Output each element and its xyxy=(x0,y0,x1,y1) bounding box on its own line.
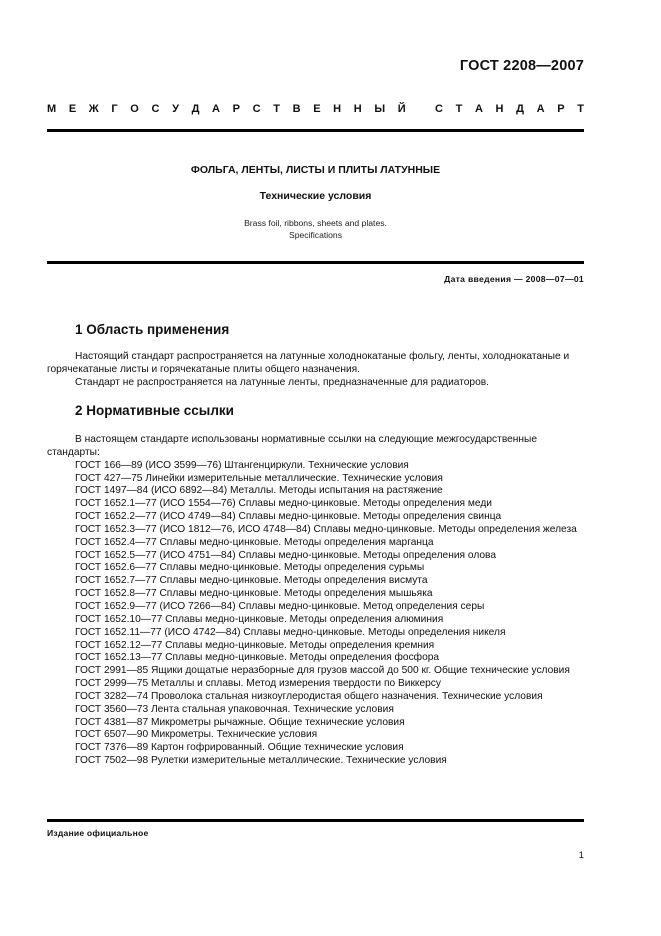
paragraph: Стандарт не распространяется на латунные ленты, предназначенные для радиаторов. xyxy=(75,376,489,388)
heading-letter: Т xyxy=(577,103,584,115)
heading-letter: Н xyxy=(353,103,362,115)
heading-letter: У xyxy=(172,103,179,115)
reference-item: ГОСТ 1652.2—77 (ИСО 4749—84) Сплавы медно-цинковые. Методы определения свинца xyxy=(75,511,502,523)
reference-item: ГОСТ 166—89 (ИСО 3599—76) Штангенциркули. Технические условия xyxy=(75,459,409,471)
heading-letter: С xyxy=(151,103,160,115)
heading-letter: Ы xyxy=(374,103,386,115)
reference-item: ГОСТ 1652.5—77 (ИСО 4751—84) Сплавы медно-цинковые. Методы определения олова xyxy=(75,549,497,561)
reference-item: ГОСТ 1652.12—77 Сплавы медно-цинковые. Методы определения кремния xyxy=(75,639,435,651)
reference-item: ГОСТ 4381—87 Микрометры рычажные. Общие технические условия xyxy=(75,716,405,728)
reference-item: ГОСТ 1652.1—77 (ИСО 1554—76) Сплавы медно-цинковые. Методы определения меди xyxy=(75,498,492,510)
reference-item: ГОСТ 1497—84 (ИСО 6892—84) Металлы. Методы испытания на растяжение xyxy=(75,485,443,497)
document-subtitle: Технические условия xyxy=(259,190,372,202)
reference-item: ГОСТ 1652.3—77 (ИСО 1812—76, ИСО 4748—84) Сплавы медно-цинковые. Методы определения железа xyxy=(75,523,577,535)
footer-divider xyxy=(47,819,584,822)
reference-item: ГОСТ 7502—98 Рулетки измерительные металлические. Технические условия xyxy=(75,755,447,767)
heading-letter: Е xyxy=(68,103,77,115)
document-title: ФОЛЬГА, ЛЕНТЫ, ЛИСТЫ И ПЛИТЫ ЛАТУННЫЕ xyxy=(190,164,441,176)
edition-label: Издание официальное xyxy=(47,828,149,838)
paragraph: Настоящий стандарт распространяется на латунные холоднокатаные фольгу, ленты, холоднокатаные и горячекатаные листы и горячекатаные плиты общего назначения. xyxy=(47,351,570,375)
top-divider xyxy=(47,129,584,132)
english-title-line-2: Specifications xyxy=(288,229,343,240)
introduction-date: Дата введения — 2008—07—01 xyxy=(444,274,584,284)
heading-letter: О xyxy=(130,103,139,115)
page-number: 1 xyxy=(578,850,584,861)
heading-letter: С xyxy=(434,103,443,115)
english-title-line-1: Brass foil, ribbons, sheets and plates. xyxy=(244,218,387,228)
reference-item: ГОСТ 1652.11—77 (ИСО 4742—84) Сплавы медно-цинковые. Методы определения никеля xyxy=(75,626,506,638)
references-intro: В настоящем стандарте использованы нормативные ссылки на следующие межгосударственные стандарты: xyxy=(47,434,538,458)
heading-letter: Г xyxy=(111,103,118,115)
reference-item: ГОСТ 7376—89 Картон гофрированный. Общие технические условия xyxy=(75,742,404,754)
standard-type-heading xyxy=(47,103,584,115)
section-references-body xyxy=(47,434,584,768)
heading-letter: Д xyxy=(516,103,524,115)
reference-item: ГОСТ 427—75 Линейки измерительные металлические. Технические условия xyxy=(75,472,443,484)
english-title xyxy=(47,218,584,241)
heading-letter: Н xyxy=(333,103,342,115)
letter-gap xyxy=(418,103,422,115)
reference-item: ГОСТ 6507—90 Микрометры. Технические условия xyxy=(75,729,318,741)
heading-letter: Н xyxy=(495,103,504,115)
reference-item: ГОСТ 1652.7—77 Сплавы медно-цинковые. Методы определения висмута xyxy=(75,575,428,587)
heading-letter: Й xyxy=(397,103,406,115)
reference-item: ГОСТ 3560—73 Лента стальная упаковочная. Технические условия xyxy=(75,703,394,715)
heading-letter: Т xyxy=(455,103,463,115)
doc-number: ГОСТ 2208—2007 xyxy=(459,58,584,74)
heading-letter: Р xyxy=(557,103,565,115)
reference-item: ГОСТ 1652.4—77 Сплавы медно-цинковые. Методы определения марганца xyxy=(75,536,434,548)
heading-letter: А xyxy=(536,103,545,115)
heading-letter: М xyxy=(47,103,57,115)
heading-letter: А xyxy=(212,103,220,115)
reference-item: ГОСТ 1652.6—77 Сплавы медно-цинковые. Методы определения сурьмы xyxy=(75,562,425,574)
reference-item: ГОСТ 1652.9—77 (ИСО 7266—84) Сплавы медно-цинковые. Метод определения серы xyxy=(75,600,485,612)
section-scope-body xyxy=(47,351,584,390)
heading-letter: С xyxy=(252,103,261,115)
section-heading-scope: 1 Область применения xyxy=(75,322,230,337)
reference-item: ГОСТ 2999—75 Металлы и сплавы. Метод измерения твердости по Виккерсу xyxy=(75,678,441,690)
section-heading-references: 2 Нормативные ссылки xyxy=(75,403,234,418)
heading-letter: В xyxy=(292,103,301,115)
heading-letter: Т xyxy=(273,103,280,115)
heading-letter: А xyxy=(474,103,483,115)
heading-letter: Р xyxy=(232,103,240,115)
heading-letter: Ж xyxy=(88,103,99,115)
title-divider xyxy=(47,261,584,264)
reference-item: ГОСТ 1652.13—77 Сплавы медно-цинковые. Методы определения фосфора xyxy=(75,652,440,664)
reference-item: ГОСТ 1652.10—77 Сплавы медно-цинковые. Методы определения алюминия xyxy=(75,613,444,625)
reference-item: ГОСТ 3282—74 Проволока стальная низкоуглеродистая общего назначения. Технические условия xyxy=(75,690,543,702)
reference-item: ГОСТ 1652.8—77 Сплавы медно-цинковые. Методы определения мышьяка xyxy=(75,588,433,600)
reference-list xyxy=(47,460,584,768)
reference-item: ГОСТ 2991—85 Ящики дощатые неразборные для грузов массой до 500 кг. Общие технические условия xyxy=(75,665,570,677)
heading-letter: Д xyxy=(191,103,200,115)
heading-letter: Е xyxy=(313,103,321,115)
